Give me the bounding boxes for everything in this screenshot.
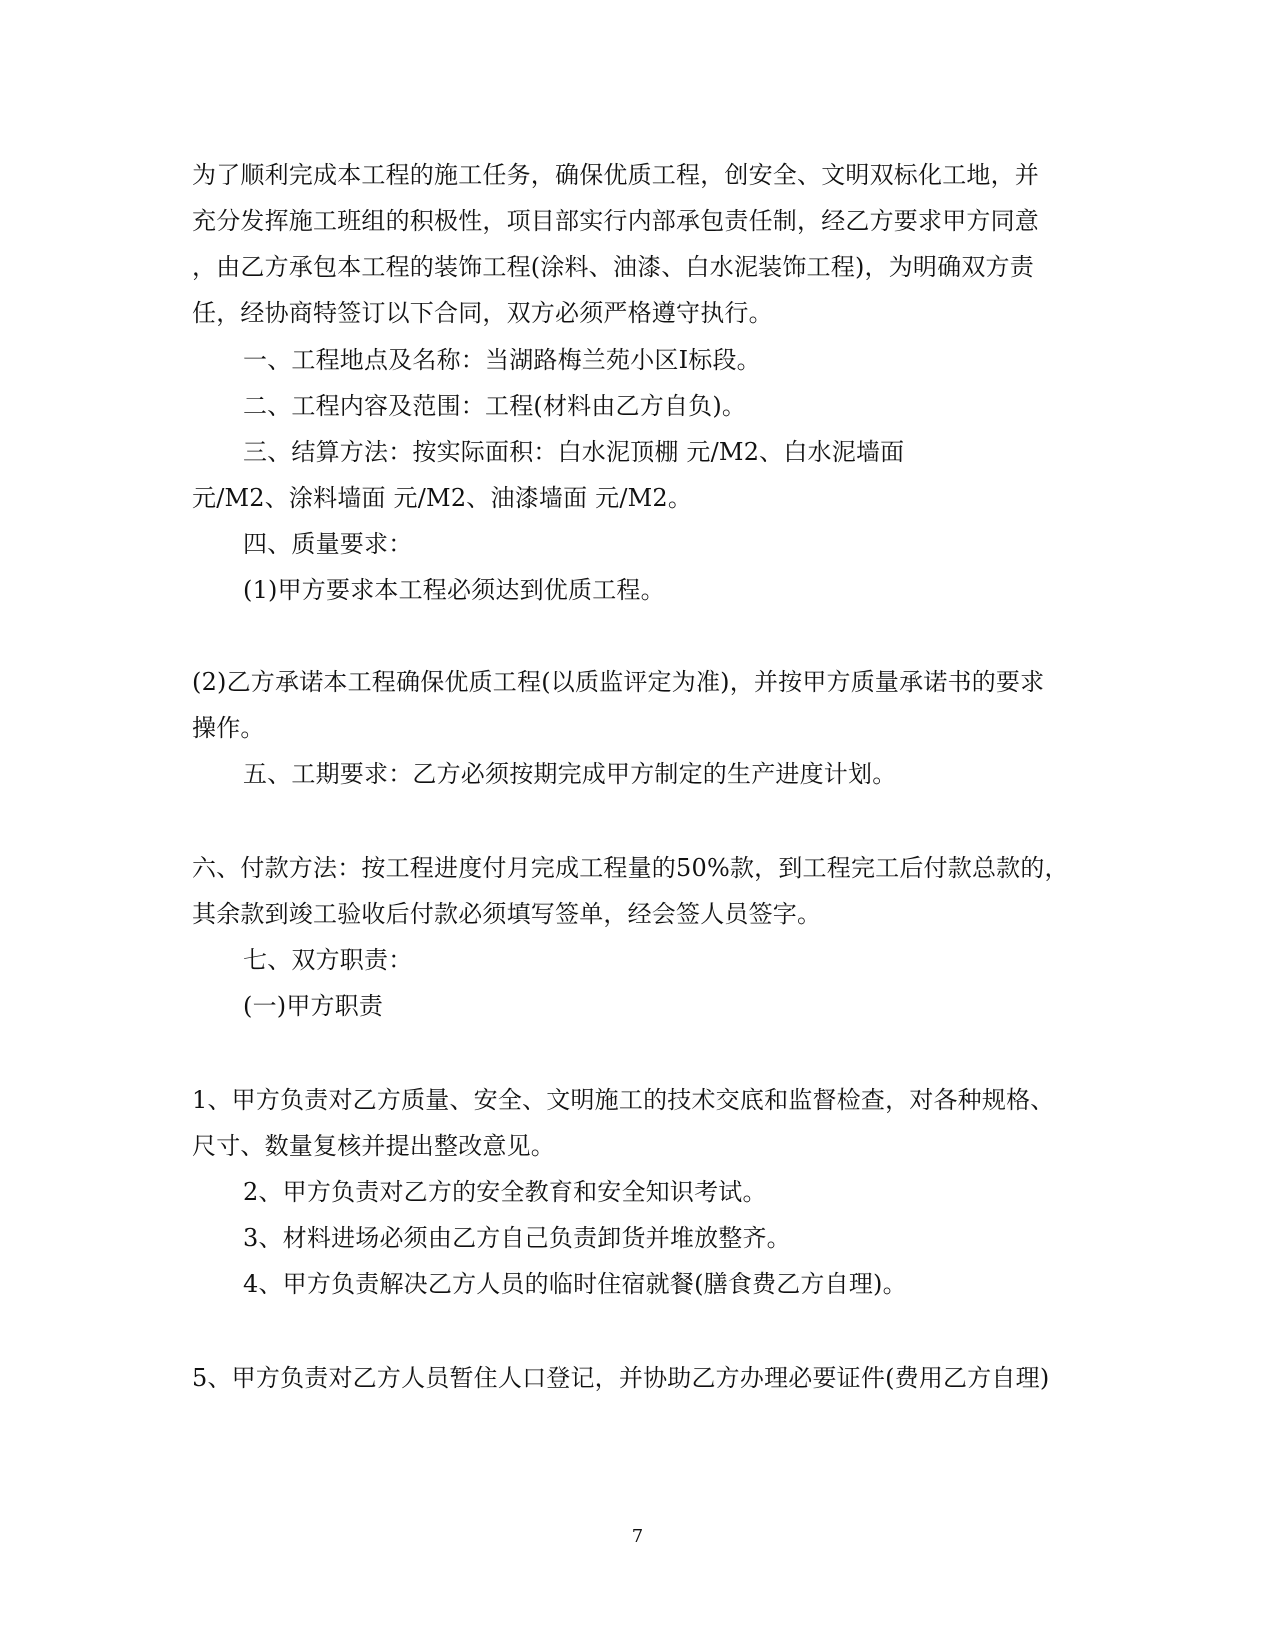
party-a-duty-1: 1、甲方负责对乙方质量、安全、文明施工的技术交底和监督检查，对各种规格、 <box>192 1086 1055 1114</box>
page-number: 7 <box>631 1526 644 1547</box>
paragraph-line: 充分发挥施工班组的积极性，项目部实行内部承包责任制，经乙方要求甲方同意 <box>192 207 1039 235</box>
clause-2-scope: 二、工程内容及范围：工程(材料由乙方自负)。 <box>243 392 747 420</box>
clause-4-item-2: (2)乙方承诺本工程确保优质工程(以质监评定为准)，并按甲方质量承诺书的要求 <box>192 668 1045 696</box>
clause-7-duties: 七、双方职责： <box>243 946 413 974</box>
party-a-duty-5: 5、甲方负责对乙方人员暂住人口登记，并协助乙方办理必要证件(费用乙方自理) <box>192 1364 1050 1392</box>
clause-6-payment-cont: 其余款到竣工验收后付款必须填写签单，经会签人员签字。 <box>192 900 822 928</box>
clause-1-location: 一、工程地点及名称：当湖路梅兰苑小区I标段。 <box>243 346 761 374</box>
party-a-duty-1-cont: 尺寸、数量复核并提出整改意见。 <box>192 1132 555 1160</box>
clause-4-quality: 四、质量要求： <box>243 530 413 558</box>
clause-4-item-2-cont: 操作。 <box>192 714 265 742</box>
clause-4-item-1: (1)甲方要求本工程必须达到优质工程。 <box>243 576 665 604</box>
clause-3-settlement: 三、结算方法：按实际面积：白水泥顶棚 元/M2、白水泥墙面 <box>243 438 905 466</box>
party-a-duty-2: 2、甲方负责对乙方的安全教育和安全知识考试。 <box>243 1178 767 1206</box>
party-a-duty-3: 3、材料进场必须由乙方自己负责卸货并堆放整齐。 <box>243 1224 791 1252</box>
party-a-duty-4: 4、甲方负责解决乙方人员的临时住宿就餐(膳食费乙方自理)。 <box>243 1270 907 1298</box>
paragraph-line: ，由乙方承包本工程的装饰工程(涂料、油漆、白水泥装饰工程)，为明确双方责 <box>192 253 1034 281</box>
clause-3-settlement-cont: 元/M2、涂料墙面 元/M2、油漆墙面 元/M2。 <box>192 484 693 512</box>
clause-5-schedule: 五、工期要求：乙方必须按期完成甲方制定的生产进度计划。 <box>243 760 897 788</box>
paragraph-line: 任，经协商特签订以下合同，双方必须严格遵守执行。 <box>192 299 773 327</box>
party-a-duties-heading: (一)甲方职责 <box>243 992 384 1020</box>
clause-6-payment: 六、付款方法：按工程进度付月完成工程量的50%款，到工程完工后付款总款的， <box>192 854 1069 882</box>
paragraph-line: 为了顺利完成本工程的施工任务，确保优质工程，创安全、文明双标化工地，并 <box>192 161 1039 189</box>
